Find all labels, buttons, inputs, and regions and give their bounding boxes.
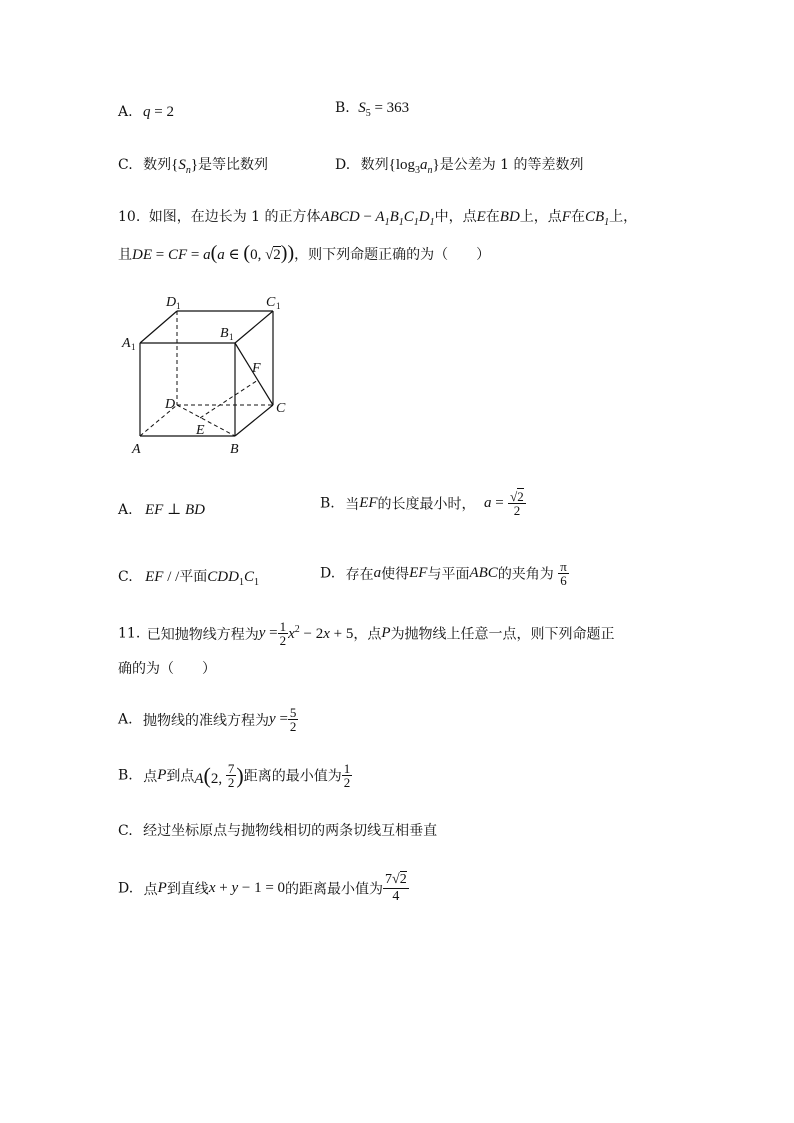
svg-text:1: 1: [276, 301, 281, 311]
option-text: 存在: [345, 566, 374, 583]
option-label: A.: [118, 104, 133, 120]
condition-expression: DE = CF = a(a ∈ (0, √2)): [132, 242, 295, 264]
question-number: 10.: [118, 209, 141, 225]
q10-option-d: D. 存在a使得EF与平面ABC的夹角为 $\frac{\pi}{6}$: [320, 559, 567, 588]
stem-text: 在: [485, 209, 500, 225]
q10-option-a: [118, 500, 205, 519]
option-text: 点: [143, 768, 158, 785]
option-text: 与平面: [427, 566, 470, 583]
svg-text:1: 1: [229, 332, 234, 342]
q9-option-a: [118, 104, 174, 121]
option-text: 距离的最小值为: [243, 768, 342, 785]
q9-option-c: [118, 154, 268, 176]
option-text: 抛物线的准线方程为: [143, 712, 270, 729]
option-text: 经过坐标原点与抛物线相切的两条切线互相垂直: [143, 823, 438, 839]
option-text: 数列: [143, 157, 172, 173]
label-b: B: [230, 442, 239, 457]
line-equation: x + y − 1 = 0: [208, 880, 286, 896]
q10-stem-line2: [118, 242, 490, 265]
option-label: C.: [118, 569, 133, 585]
option-label: A.: [118, 502, 133, 518]
label-b1: B: [220, 326, 229, 341]
stem-text: 上，点: [519, 209, 562, 225]
q11-option-b: B. 点P到点A(2, $\frac{7}{2}$ )距离的最小值为 $\frac{1}{2}$: [118, 761, 351, 790]
option-text: 是公差为 1 的等差数列: [439, 157, 584, 173]
option-text: 的距离最小值为: [285, 881, 384, 898]
option-text: 点: [143, 881, 158, 898]
fraction: $\frac{5}{2}$: [289, 705, 297, 734]
stem-text: ，则下列命题正确的为（ ）: [294, 247, 491, 263]
option-label: D.: [118, 880, 134, 897]
fraction: $\frac{\pi}{6}$: [560, 559, 567, 588]
option-text: 是等比数列: [198, 157, 269, 173]
option-label: D.: [320, 565, 336, 582]
math-expression: y =: [269, 711, 288, 727]
q11-option-d: D. 点P到直线x + y − 1 = 0的距离最小值为 $\frac{7√2}{4}$: [118, 872, 407, 904]
option-label: B.: [320, 495, 335, 512]
cube-diagram: [118, 290, 298, 460]
stem-text: 在: [570, 209, 585, 225]
stem-text: 确的为（ ）: [118, 661, 216, 677]
label-d: D: [165, 397, 176, 412]
stem-text: 为抛物线上任意一点，则下列命题正: [390, 626, 615, 643]
math-expression: $\{\log_3a_n\}$: [388, 157, 440, 176]
q9-option-b: [335, 100, 409, 119]
math-expression: a =: [483, 495, 504, 511]
option-text: 数列: [360, 157, 389, 173]
fraction: $\frac{√2}{2}$: [510, 489, 524, 518]
option-text: 当: [345, 496, 360, 513]
q10-option-c: [118, 566, 259, 588]
stem-text: 如图，在边长为 1 的正方体: [148, 209, 321, 225]
option-text: 的夹角为: [497, 566, 554, 583]
stem-text: ，点: [353, 626, 382, 643]
fraction: $\frac{1}{2}$: [279, 619, 287, 648]
q10-option-b: B. 当EF的长度最小时， a = $\frac{√2}{2}$: [320, 489, 524, 518]
stem-text: 已知抛物线方程为: [146, 626, 259, 643]
cube-figure: [118, 290, 298, 460]
option-label: B.: [118, 767, 133, 784]
q11-option-a: [118, 706, 298, 733]
option-text: 到点: [166, 768, 195, 785]
plane-name: $CDD_1C_1$: [207, 569, 259, 588]
option-text: 平面: [179, 569, 208, 585]
stem-text: 上，: [609, 209, 638, 225]
option-text: 使得: [381, 566, 410, 583]
point-a: A(2,: [194, 762, 226, 788]
math-expression: $\{S_n\}$: [171, 157, 199, 176]
q11-stem-line1: 11. 已知抛物线方程为y = $\frac{1}{2}$ $x^2 - 2x + 5$，点P为抛物线上任意一点，则下列命题正: [118, 619, 615, 648]
option-label: D.: [335, 157, 351, 173]
q11-option-c: [118, 820, 437, 840]
label-a1: A: [122, 336, 131, 351]
label-a: A: [132, 442, 141, 457]
label-c1: C: [266, 295, 276, 310]
svg-text:1: 1: [131, 342, 136, 352]
label-d1: D: [166, 295, 177, 310]
q11-stem-line2: [118, 658, 216, 678]
fraction: $\frac{7}{2}$: [227, 761, 235, 790]
label-f: F: [252, 361, 261, 376]
stem-text: 且: [118, 247, 132, 263]
label-e: E: [196, 423, 205, 438]
math-expression: EF ⊥ BD: [145, 502, 205, 518]
stem-text: 中，点: [434, 209, 477, 225]
option-text: 到直线: [166, 881, 209, 898]
q9-option-d: [335, 154, 584, 176]
math-expression: EF / /: [145, 569, 180, 585]
math-expression: q = 2: [143, 104, 174, 120]
math-expression: $S_5 = 363$: [358, 100, 410, 119]
option-label: B.: [335, 100, 350, 116]
svg-text:1: 1: [176, 301, 181, 311]
option-label: C.: [118, 823, 133, 839]
label-c: C: [276, 401, 286, 416]
question-number: 11.: [118, 625, 141, 642]
fraction: $\frac{7√2}{4}$: [385, 872, 407, 904]
q10-stem-line1: 10. 如图，在边长为 1 的正方体ABCD − $A_1B_1C_1D_1$中，点E在BD上，点F在$CB_1$上，: [118, 209, 638, 228]
equation: y =: [258, 625, 278, 641]
cube-name: ABCD − $A_1B_1C_1D_1$: [320, 209, 435, 228]
option-label: C.: [118, 157, 133, 173]
option-label: A.: [118, 711, 133, 728]
option-text: 的长度最小时，: [377, 496, 476, 513]
fraction: $\frac{1}{2}$: [343, 761, 351, 790]
